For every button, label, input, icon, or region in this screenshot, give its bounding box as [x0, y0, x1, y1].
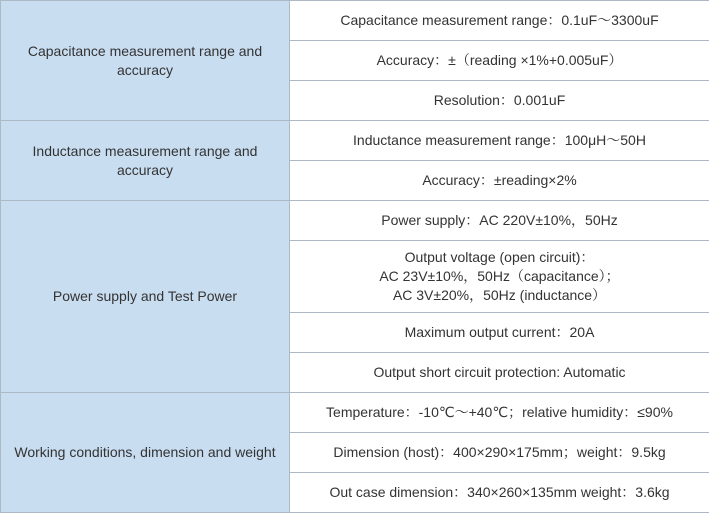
spec-output-voltage	[290, 241, 709, 313]
spec-host-dimension: Dimension (host)：400×290×175mm；weight：9.5kg	[290, 433, 709, 473]
spec-capacitance-accuracy: Accuracy：±（reading ×1%+0.005uF）	[290, 41, 709, 81]
spec-capacitance-resolution: Resolution：0.001uF	[290, 81, 709, 121]
category-power-supply: Power supply and Test Power	[1, 201, 290, 393]
spec-max-output-current: Maximum output current：20A	[290, 313, 709, 353]
table-row	[1, 201, 709, 241]
table-row	[1, 1, 709, 41]
spec-power-supply: Power supply：AC 220V±10%，50Hz	[290, 201, 709, 241]
spec-case-dimension: Out case dimension：340×260×135mm weight：3.6kg	[290, 473, 709, 513]
output-voltage-capacitance: AC 23V±10%，50Hz（capacitance）；	[296, 267, 703, 286]
spec-temperature-humidity: Temperature：-10℃～+40℃；relative humidity：≤90%	[290, 393, 709, 433]
category-working-conditions: Working conditions, dimension and weight	[1, 393, 290, 513]
spec-capacitance-range: Capacitance measurement range：0.1uF～3300uF	[290, 1, 709, 41]
table-row	[1, 121, 709, 161]
category-inductance: Inductance measurement range and accuracy	[1, 121, 290, 201]
output-voltage-heading: Output voltage (open circuit)：	[296, 248, 703, 267]
table-row	[1, 393, 709, 433]
spec-inductance-accuracy: Accuracy：±reading×2%	[290, 161, 709, 201]
category-capacitance: Capacitance measurement range and accuracy	[1, 1, 290, 121]
output-voltage-inductance: AC 3V±20%，50Hz (inductance）	[296, 286, 703, 305]
spec-inductance-range: Inductance measurement range：100μH～50H	[290, 121, 709, 161]
spec-short-circuit-protection: Output short circuit protection: Automatic	[290, 353, 709, 393]
